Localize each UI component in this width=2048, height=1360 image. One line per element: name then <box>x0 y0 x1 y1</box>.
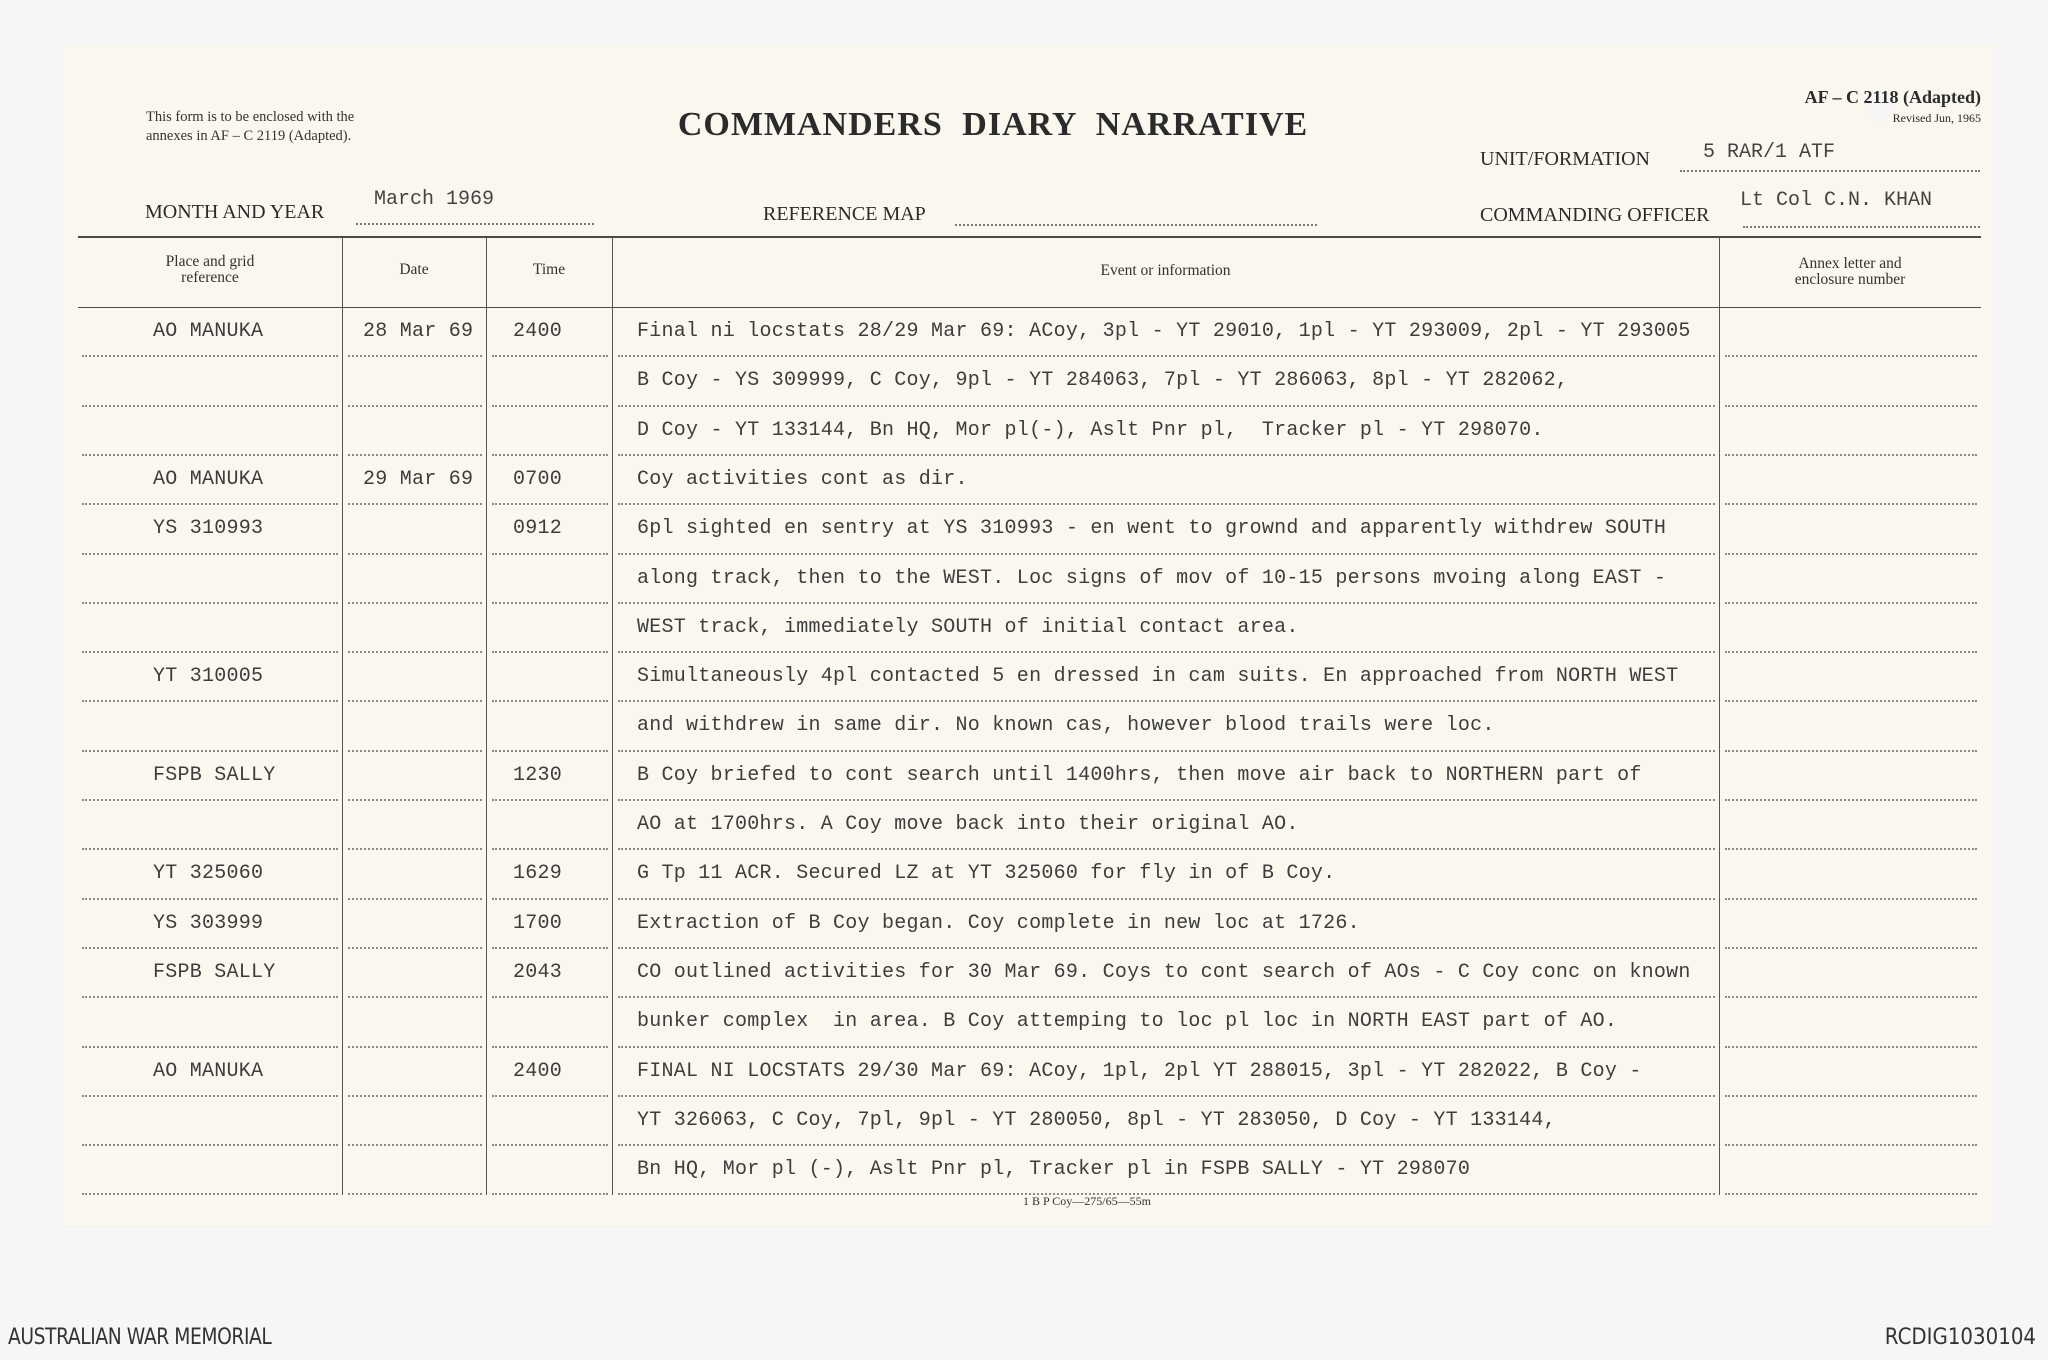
cell-time: 1700 <box>513 911 563 935</box>
commanding-officer-value[interactable]: Lt Col C.N. KHAN <box>1740 189 1933 212</box>
column-divider-event-annex <box>1719 237 1720 1195</box>
row-dotted-rule <box>82 1095 338 1097</box>
row-dotted-rule <box>348 1144 482 1146</box>
header-annex-line2: enclosure number <box>1794 271 1906 288</box>
row-dotted-rule <box>618 503 1715 505</box>
row-dotted-rule <box>492 405 608 407</box>
row-dotted-rule <box>1725 750 1977 752</box>
row-dotted-rule <box>82 799 338 801</box>
row-dotted-rule <box>82 454 338 456</box>
archive-item-id: RCDIG1030104 <box>1884 1325 2036 1350</box>
row-dotted-rule <box>82 355 338 357</box>
row-dotted-rule <box>82 651 338 653</box>
cell-event: G Tp 11 ACR. Secured LZ at YT 325060 for fly in of B Coy. <box>637 862 1336 886</box>
diary-form-sheet <box>63 44 1993 1226</box>
row-dotted-rule <box>82 700 338 702</box>
printer-code: 1 B P Coy—275/65—55m <box>1023 1194 1151 1208</box>
cell-place: AO MANUKA <box>153 467 264 491</box>
row-dotted-rule <box>82 503 338 505</box>
cell-place: AO MANUKA <box>153 1059 264 1083</box>
row-dotted-rule <box>348 799 482 801</box>
row-dotted-rule <box>618 454 1715 456</box>
unit-formation-label: UNIT/FORMATION <box>1480 148 1650 170</box>
cell-event: YT 326063, C Coy, 7pl, 9pl - YT 280050, 8pl - YT 283050, D Coy - YT 133144, <box>637 1108 1556 1132</box>
column-divider-date-time <box>486 237 487 1195</box>
row-dotted-rule <box>492 1193 608 1195</box>
row-dotted-rule <box>492 799 608 801</box>
row-dotted-rule <box>492 651 608 653</box>
commanding-officer-dotted-line <box>1743 226 1980 228</box>
row-dotted-rule <box>618 405 1715 407</box>
header-place-grid-reference <box>78 254 342 286</box>
row-dotted-rule <box>348 405 482 407</box>
cell-place: AO MANUKA <box>153 320 264 343</box>
archive-institution-label: AUSTRALIAN WAR MEMORIAL <box>8 1325 272 1350</box>
row-dotted-rule <box>348 898 482 900</box>
row-dotted-rule <box>618 1144 1715 1146</box>
enclosure-note-line1: This form is to be enclosed with the <box>146 109 355 125</box>
row-dotted-rule <box>348 947 482 949</box>
table-top-rule <box>78 236 1981 238</box>
row-dotted-rule <box>618 898 1715 900</box>
cell-event: 6pl sighted en sentry at YS 310993 - en went to grownd and apparently withdrew SOUTH <box>637 517 1667 541</box>
row-dotted-rule <box>618 1193 1715 1195</box>
cell-event: Coy activities cont as dir. <box>637 467 968 491</box>
row-dotted-rule <box>492 947 608 949</box>
cell-place: YT 310005 <box>153 665 264 689</box>
form-revised-date: Revised Jun, 1965 <box>1892 111 1981 125</box>
row-dotted-rule <box>82 602 338 604</box>
row-dotted-rule <box>82 1193 338 1195</box>
row-dotted-rule <box>618 1095 1715 1097</box>
row-dotted-rule <box>348 996 482 998</box>
header-date: Date <box>399 261 429 278</box>
row-dotted-rule <box>492 1046 608 1048</box>
form-title <box>63 106 1993 144</box>
row-dotted-rule <box>618 553 1715 555</box>
row-dotted-rule <box>348 848 482 850</box>
row-dotted-rule <box>348 454 482 456</box>
row-dotted-rule <box>82 1046 338 1048</box>
row-dotted-rule <box>492 700 608 702</box>
cell-event: AO at 1700hrs. A Coy move back into their original AO. <box>637 813 1299 836</box>
row-dotted-rule <box>1725 355 1977 357</box>
row-dotted-rule <box>492 996 608 998</box>
row-dotted-rule <box>348 1095 482 1097</box>
cell-time: 0912 <box>513 517 563 541</box>
header-place-line1: Place and grid <box>165 253 255 270</box>
row-dotted-rule <box>492 750 608 752</box>
row-dotted-rule <box>1725 503 1977 505</box>
row-dotted-rule <box>1725 898 1977 900</box>
cell-event: B Coy - YS 309999, C Coy, 9pl - YT 284063, 7pl - YT 286063, 8pl - YT 282062, <box>637 369 1569 393</box>
row-dotted-rule <box>492 503 608 505</box>
cell-time: 1629 <box>513 862 563 886</box>
row-dotted-rule <box>1725 996 1977 998</box>
cell-place: YT 325060 <box>153 862 264 886</box>
enclosure-note-line2: annexes in AF – C 2119 (Adapted). <box>146 128 352 144</box>
row-dotted-rule <box>82 750 338 752</box>
row-dotted-rule <box>348 553 482 555</box>
row-dotted-rule <box>618 602 1715 604</box>
cell-date: 28 Mar 69 <box>363 320 474 343</box>
row-dotted-rule <box>492 553 608 555</box>
row-dotted-rule <box>1725 602 1977 604</box>
row-dotted-rule <box>492 602 608 604</box>
cell-event: Simultaneously 4pl contacted 5 en dressed in cam suits. En approached from NORTH WEST <box>637 665 1679 689</box>
row-dotted-rule <box>618 700 1715 702</box>
row-dotted-rule <box>492 848 608 850</box>
row-dotted-rule <box>1725 848 1977 850</box>
unit-formation-value[interactable]: 5 RAR/1 ATF <box>1703 141 1836 164</box>
row-dotted-rule <box>82 898 338 900</box>
row-dotted-rule <box>618 355 1715 357</box>
row-dotted-rule <box>1725 1046 1977 1048</box>
row-dotted-rule <box>348 750 482 752</box>
row-dotted-rule <box>1725 1193 1977 1195</box>
row-dotted-rule <box>348 503 482 505</box>
cell-date: 29 Mar 69 <box>363 467 474 491</box>
row-dotted-rule <box>348 1193 482 1195</box>
cell-event: and withdrew in same dir. No known cas, however blood trails were loc. <box>637 714 1495 738</box>
row-dotted-rule <box>82 996 338 998</box>
row-dotted-rule <box>1725 553 1977 555</box>
cell-event: FINAL NI LOCSTATS 29/30 Mar 69: ACoy, 1pl, 2pl YT 288015, 3pl - YT 282022, B Coy - <box>637 1059 1642 1083</box>
row-dotted-rule <box>1725 947 1977 949</box>
cell-time: 0700 <box>513 467 563 491</box>
row-dotted-rule <box>82 947 338 949</box>
unit-formation-dotted-line <box>1680 170 1980 172</box>
cell-event: D Coy - YT 133144, Bn HQ, Mor pl(-), Aslt Pnr pl, Tracker pl - YT 298070. <box>637 418 1544 442</box>
row-dotted-rule <box>348 355 482 357</box>
reference-map-label: REFERENCE MAP <box>763 203 926 225</box>
month-year-label: MONTH AND YEAR <box>145 201 325 223</box>
cell-time: 2400 <box>513 320 563 343</box>
row-dotted-rule <box>1725 651 1977 653</box>
header-event-information: Event or information <box>1100 262 1231 279</box>
row-dotted-rule <box>348 700 482 702</box>
row-dotted-rule <box>618 947 1715 949</box>
row-dotted-rule <box>82 848 338 850</box>
cell-event: CO outlined activities for 30 Mar 69. Coys to cont search of AOs - C Coy conc on known <box>637 960 1691 984</box>
cell-event: WEST track, immediately SOUTH of initial contact area. <box>637 615 1299 639</box>
cell-place: FSPB SALLY <box>153 960 276 984</box>
cell-time: 2043 <box>513 960 563 984</box>
row-dotted-rule <box>348 1046 482 1048</box>
row-dotted-rule <box>492 454 608 456</box>
column-divider-place-date <box>342 237 343 1195</box>
row-dotted-rule <box>82 405 338 407</box>
cell-event: B Coy briefed to cont search until 1400hrs, then move air back to NORTHERN part of <box>637 763 1642 787</box>
month-year-dotted-line <box>356 223 594 225</box>
row-dotted-rule <box>492 355 608 357</box>
commanding-officer-label: COMMANDING OFFICER <box>1480 204 1710 226</box>
row-dotted-rule <box>618 799 1715 801</box>
row-dotted-rule <box>348 651 482 653</box>
header-annex-enclosure <box>1719 256 1981 288</box>
table-header-rule <box>78 307 1981 308</box>
cell-place: FSPB SALLY <box>153 763 276 787</box>
row-dotted-rule <box>348 602 482 604</box>
header-place-line2: reference <box>181 269 239 286</box>
cell-place: YS 303999 <box>153 911 264 935</box>
header-annex-line1: Annex letter and <box>1798 255 1902 272</box>
row-dotted-rule <box>492 898 608 900</box>
row-dotted-rule <box>1725 1144 1977 1146</box>
form-number: AF – C 2118 (Adapted) <box>1804 87 1981 107</box>
column-divider-time-event <box>612 237 613 1195</box>
row-dotted-rule <box>1725 799 1977 801</box>
row-dotted-rule <box>1725 405 1977 407</box>
row-dotted-rule <box>1725 700 1977 702</box>
cell-event: Final ni locstats 28/29 Mar 69: ACoy, 3pl - YT 29010, 1pl - YT 293009, 2pl - YT 293005 <box>637 320 1691 343</box>
row-dotted-rule <box>492 1144 608 1146</box>
reference-map-dotted-line <box>955 224 1317 226</box>
cell-time: 1230 <box>513 763 563 787</box>
month-year-value[interactable]: March 1969 <box>374 188 495 211</box>
row-dotted-rule <box>618 1046 1715 1048</box>
cell-event: bunker complex in area. B Coy attemping to loc pl loc in NORTH EAST part of AO. <box>637 1010 1618 1034</box>
row-dotted-rule <box>1725 454 1977 456</box>
row-dotted-rule <box>492 1095 608 1097</box>
row-dotted-rule <box>82 553 338 555</box>
row-dotted-rule <box>618 996 1715 998</box>
cell-place: YS 310993 <box>153 517 264 541</box>
form-title-text: COMMANDERS DIARY NARRATIVE <box>677 106 1309 143</box>
row-dotted-rule <box>1725 1095 1977 1097</box>
cell-time: 2400 <box>513 1059 563 1083</box>
header-time: Time <box>532 261 566 278</box>
row-dotted-rule <box>618 750 1715 752</box>
cell-event: Extraction of B Coy began. Coy complete in new loc at 1726. <box>637 911 1360 935</box>
cell-event: along track, then to the WEST. Loc signs of mov of 10-15 persons mvoing along EAST - <box>637 566 1667 590</box>
cell-event: Bn HQ, Mor pl (-), Aslt Pnr pl, Tracker pl in FSPB SALLY - YT 298070 <box>637 1158 1471 1182</box>
row-dotted-rule <box>618 651 1715 653</box>
row-dotted-rule <box>618 848 1715 850</box>
row-dotted-rule <box>82 1144 338 1146</box>
